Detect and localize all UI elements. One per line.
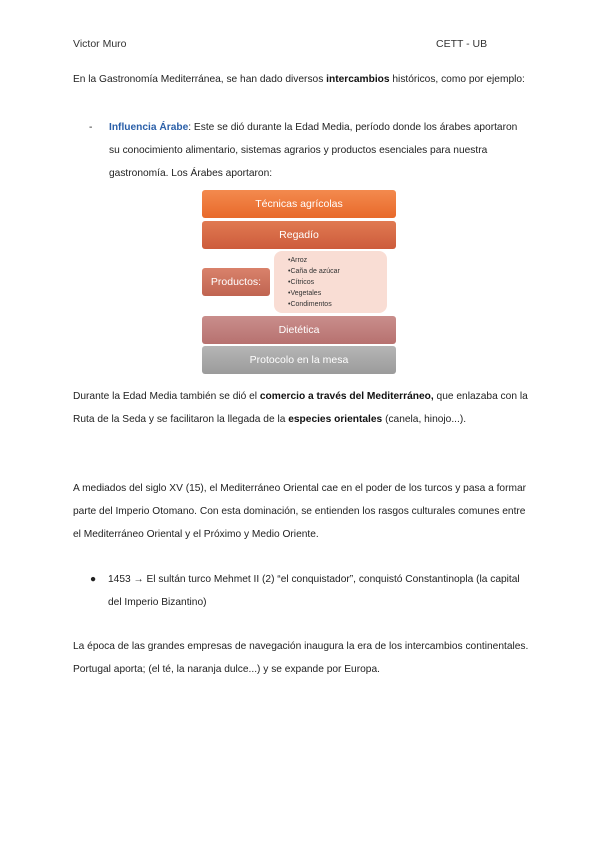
arab-influence-item bbox=[91, 116, 521, 185]
box-tecnicas-agricolas: Técnicas agrícolas bbox=[202, 190, 396, 218]
bullet-text: 1453 → El sultán turco Mehmet II (2) “el conquistador”, conquistó Constantinopla (la capital del Imperio Bizantino) bbox=[108, 574, 520, 608]
box-dietetica: Dietética bbox=[202, 316, 396, 344]
products-list bbox=[274, 251, 387, 313]
paragraph-mediterraneo: Durante la Edad Media también se dió el comercio a través del Mediterráneo, que enlazaba con la Ruta de la Seda y se facilitaron la llegada de la especies orientales (canela, hinojo...). bbox=[73, 391, 528, 425]
product-item: •Cítricos bbox=[288, 279, 315, 286]
product-item: •Vegetales bbox=[288, 290, 322, 297]
box-productos-label: Productos: bbox=[202, 268, 270, 296]
box-regadio: Regadío bbox=[202, 221, 396, 249]
paragraph-navegacion: La época de las grandes empresas de navegación inaugura la era de los intercambios continentales. Portugal aporta; (el té, la naranja dulce...) y se expande por Europa. bbox=[73, 641, 529, 675]
paragraph-otomano: A mediados del siglo XV (15), el Mediterráneo Oriental cae en el poder de los turcos y pasa a formar parte del Imperio Otomano. Con esta dominación, se entienden los rasgos culturales comunes entre el Mediterráneo Oriental y el Próximo y Medio Oriente. bbox=[73, 483, 527, 540]
box-protocolo-mesa: Protocolo en la mesa bbox=[202, 346, 396, 374]
product-item: •Arroz bbox=[288, 257, 308, 264]
bullet-1453 bbox=[90, 568, 530, 614]
header-institution: CETT - UB bbox=[436, 38, 488, 50]
product-item: •Caña de azúcar bbox=[288, 268, 340, 275]
intro-paragraph: En la Gastronomía Mediterránea, se han dado diversos intercambios históricos, como por ejemplo: bbox=[73, 74, 525, 85]
intro-bold: intercambios bbox=[326, 74, 390, 85]
product-item: •Condimentos bbox=[288, 301, 332, 308]
arab-influence-title: Influencia Árabe bbox=[109, 122, 189, 133]
header-author: Victor Muro bbox=[73, 38, 127, 50]
dash-marker: - bbox=[89, 122, 93, 133]
bullet-marker: ● bbox=[90, 574, 97, 585]
arab-influence-text: : Este se dió durante la Edad Media, período donde los árabes aportaron su conocimiento alimentario, sistemas agrarios y productos esenciales para nuestra gastronomía. Los Árabes aportaron: bbox=[109, 122, 518, 179]
